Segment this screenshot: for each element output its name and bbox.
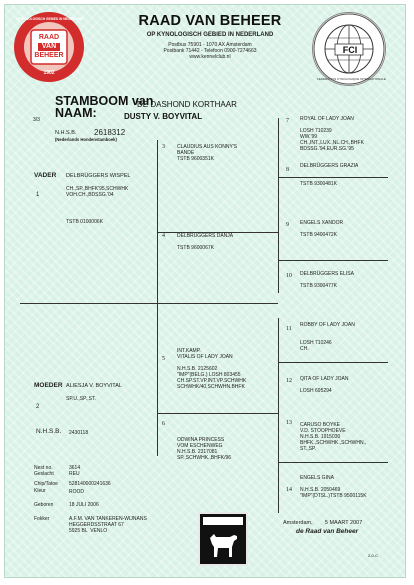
gen2-num-6: 6 [162, 421, 165, 427]
breed-name: DE DASHOND KORTHAAR [137, 100, 237, 109]
logo-year: 1902 [43, 70, 55, 76]
detail-value-colour: ROOD [69, 489, 84, 495]
stamp-header-strip [203, 517, 243, 525]
gen3-num-14: 14 [286, 487, 292, 493]
gen3-num-11: 11 [286, 326, 292, 332]
gen3-num-8: 8 [286, 167, 289, 173]
fci-ring-text: FEDERATION CYNOLOGIQUE INTERNATIONALE [317, 77, 386, 81]
nhsb-note: (Nederlands Hondenstamboek) [55, 137, 117, 142]
gen3-entry-10: DELBRÜGGERS ELISA TSTB 9300477K [300, 271, 354, 289]
dam-nhsb-label: N.H.S.B. [36, 428, 62, 435]
detail-label-breeder: Fokker [34, 516, 50, 522]
gen3-entry-9: ENGELS XANDOR TSTB 9400472K [300, 220, 344, 238]
logo-line-van: VAN [38, 43, 60, 51]
gen2-entry-5: INT.KAMP. VITALIS OF LADY JOAN N.H.S.B. 2125602 "IMP"(BELG.) LOSH 803455 CH.SP.ST.VP.INT.VP.SCHWHK SCHWHK/40,SCHWHN.BHFK [177, 348, 247, 390]
website: www.kennelclub.nl [189, 54, 231, 60]
gen3-entry-8: DELBRÜGGERS GRAZIA TSTB 9300481K [300, 163, 359, 187]
org-name: RAAD VAN BEHEER [138, 13, 282, 29]
sire-label: VADER [34, 172, 57, 179]
sire-name: DELBRÜGGERS WISPEL [66, 173, 131, 179]
gen2-bracket-bottom [278, 318, 279, 513]
name-label: NAAM: [55, 106, 97, 120]
gen3-num-12: 12 [286, 378, 292, 384]
gen3-entry-11: ROBBY OF LADY JOAN LOSH 710246 CH. [300, 322, 355, 352]
logo-line-beheer: BEHEER [34, 52, 64, 59]
divider-gen3-3 [278, 362, 388, 363]
gen3-entry-7: ROYAL OF LADY JOAN LOSH 710239 WW.'99 CH.,INT.,LUX.,NL.CH.,BHFK BDSSG.'94,EUR.SG.'95 [300, 116, 364, 152]
divider-gen2-bottom [157, 413, 278, 414]
breed-stamp [198, 512, 248, 566]
dam-titles: SP.U.,SP.,ST. [66, 396, 96, 402]
sire-titles: CH.,SP.,BHFK'95,SCHWHK VOH.CH.,BDSSG.'04 [66, 186, 129, 198]
gen2-num-5: 5 [162, 356, 165, 362]
gen2-bracket-top [278, 118, 279, 293]
detail-label-nest: Nest no. [34, 465, 53, 471]
dog-name: DUSTY V. BOYVITAL [124, 112, 203, 121]
fci-logo [312, 12, 386, 86]
nhsb-label: N.H.S.B. [55, 130, 77, 136]
logo-line-raad: RAAD [38, 34, 60, 41]
dam-nhsb-value: 2430118 [69, 430, 89, 436]
form-code: 2-0-C [368, 553, 379, 558]
gen3-num-9: 9 [286, 222, 289, 228]
stamboom-label: STAMBOOM van [55, 94, 154, 108]
address-line-1: Postbus 75901 - 1070 AX Amsterdam [168, 42, 252, 48]
org-subtitle: OP KYNOLOGISCH GEBIED IN NEDERLAND [146, 32, 274, 38]
detail-label-chip: Chip/Tatoe [34, 481, 58, 487]
divider-gen3-4 [278, 462, 388, 463]
gen3-entry-12: QITA OF LADY JOAN LOSH 695294 [300, 376, 349, 394]
divider-gen3-2 [278, 260, 388, 261]
gen2-num-4: 4 [162, 233, 165, 239]
gen3-entry-14: ENGELS GINA N.H.S.B. 2050469 "IMP"(DTSL.)TSTB 9500115K [300, 475, 367, 499]
gen2-entry-6: ODWINA PRINCESS VOM ESCHENWEG N.H.S.B. 2317081 SP.,SCHWHK.,BHFK/96 [177, 437, 232, 461]
detail-label-sex: Geslacht [34, 471, 54, 477]
gen3-num-7: 7 [286, 118, 289, 124]
gen2-num-3: 3 [162, 144, 165, 150]
logo-ring-text: OP KYNOLOGISCH GEBIED IN NEDERLAND [16, 17, 84, 21]
detail-label-born: Geboren [34, 502, 54, 508]
detail-label-colour: Kleur [34, 488, 46, 494]
dam-label: MOEDER [34, 382, 63, 389]
nhsb-number: 2618312 [94, 128, 126, 137]
gen2-entry-4: DELBRÜGGERS DANJA TSTB 9600067K [177, 233, 234, 251]
detail-value-breeder: A.F.M. VAN TANKEREN-WIJNANS HEGGERDSSTRAAT 67 5925 BL VENLO [69, 516, 147, 534]
signature: de Raad van Beheer [296, 528, 359, 535]
fci-center-text: FCI [342, 45, 358, 55]
gen3-num-10: 10 [286, 273, 292, 279]
gen3-entry-13: CARUSO BOYKE V.D. STOOPHOEVE N.H.S.B. 1915030 BHFK.,SCHWHK.,SCHWHN., ST.,SP. [300, 422, 367, 452]
gen1-bracket [157, 140, 158, 456]
raad-van-beheer-logo [14, 12, 84, 82]
dog-silhouette-icon [206, 530, 242, 560]
detail-value-born: 18 JULI 2006 [69, 502, 99, 508]
address-line-2: Postbank 71442 - Telefoon 0900-7274663 [163, 48, 257, 54]
gen3-num-13: 13 [286, 420, 292, 426]
dam-name: ALIESJA V. BOYVITAL [66, 383, 122, 389]
detail-value-sex: REU [69, 471, 80, 477]
place-date: Amsterdam, 5 MAART 2007 [283, 520, 363, 526]
sire-registration: TSTB 0100006K [66, 219, 103, 225]
detail-value-nest: 3614 [69, 465, 81, 471]
page-ref: 3/3 [33, 117, 40, 123]
sire-number: 1 [36, 192, 40, 198]
gen2-entry-3: CLAUDIUS AUS KONNY'S BANDE TSTB 9600351K [177, 144, 238, 162]
divider-mid [20, 303, 278, 304]
detail-value-chip: 528140000241636 [69, 481, 111, 487]
dam-number: 2 [36, 404, 40, 410]
